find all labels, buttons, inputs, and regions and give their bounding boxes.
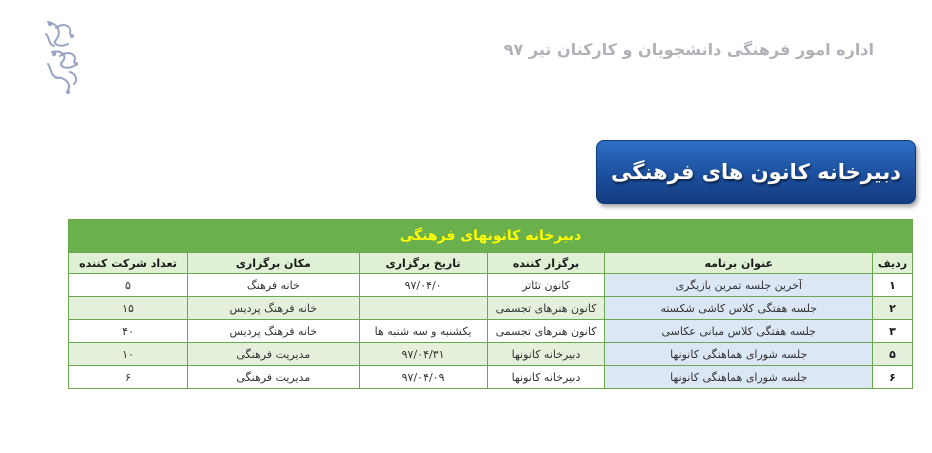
header-title: عنوان برنامه <box>605 253 873 274</box>
cell-count: ۱۵ <box>69 297 188 320</box>
header-num: ردیف <box>873 253 913 274</box>
cell-title: جلسه شورای هماهنگی کانونها <box>605 366 873 389</box>
cell-title: آخرین جلسه تمرین بازیگری <box>605 274 873 297</box>
cell-num: ۳ <box>873 320 913 343</box>
table-row <box>69 320 913 343</box>
cell-title: جلسه شورای هماهنگی کانونها <box>605 343 873 366</box>
cell-organizer: دبیرخانه کانونها <box>487 343 605 366</box>
cell-title: جلسه هفتگی کلاس کاشی شکسته <box>605 297 873 320</box>
section-banner <box>596 140 916 204</box>
cell-date: یکشنبه و سه شنبه ها <box>359 320 487 343</box>
cell-place: مدیریت فرهنگی <box>187 366 359 389</box>
cell-organizer: دبیرخانه کانونها <box>487 366 605 389</box>
cell-place: خانه فرهنگ پردیس <box>187 320 359 343</box>
decorative-floral-icon <box>38 14 88 96</box>
cell-place: خانه فرهنگ <box>187 274 359 297</box>
table-row <box>69 343 913 366</box>
cell-count: ۶ <box>69 366 188 389</box>
cell-num: ۱ <box>873 274 913 297</box>
table-row <box>69 366 913 389</box>
header-organizer: برگزار کننده <box>487 253 605 274</box>
cell-date <box>359 297 487 320</box>
banner-title: دبیرخانه کانون های فرهنگی <box>610 160 902 184</box>
page-header-title: اداره امور فرهنگی دانشجویان و کارکنان تیر ۹۷ <box>503 40 874 59</box>
cell-organizer: کانون هنرهای تجسمی <box>487 297 605 320</box>
cell-organizer: کانون هنرهای تجسمی <box>487 320 605 343</box>
cell-date: ۹۷/۰۴/۳۱ <box>359 343 487 366</box>
cell-place: مدیریت فرهنگی <box>187 343 359 366</box>
cell-num: ۶ <box>873 366 913 389</box>
cell-count: ۱۰ <box>69 343 188 366</box>
table-row <box>69 297 913 320</box>
cell-place: خانه فرهنگ پردیس <box>187 297 359 320</box>
table-row <box>69 274 913 297</box>
cell-count: ۵ <box>69 274 188 297</box>
table-caption: دبیرخانه کانونهای فرهنگی <box>69 220 913 253</box>
header-place: مکان برگزاری <box>187 253 359 274</box>
events-table <box>68 219 913 389</box>
header-count: تعداد شرکت کننده <box>69 253 188 274</box>
cell-title: جلسه هفتگی کلاس مبانی عکاسی <box>605 320 873 343</box>
cell-date: ۹۷/۰۴/۰ <box>359 274 487 297</box>
cell-organizer: کانون تئاتر <box>487 274 605 297</box>
cell-count: ۴۰ <box>69 320 188 343</box>
cell-num: ۲ <box>873 297 913 320</box>
cell-num: ۵ <box>873 343 913 366</box>
header-date: تاریخ برگزاری <box>359 253 487 274</box>
cell-date: ۹۷/۰۴/۰۹ <box>359 366 487 389</box>
